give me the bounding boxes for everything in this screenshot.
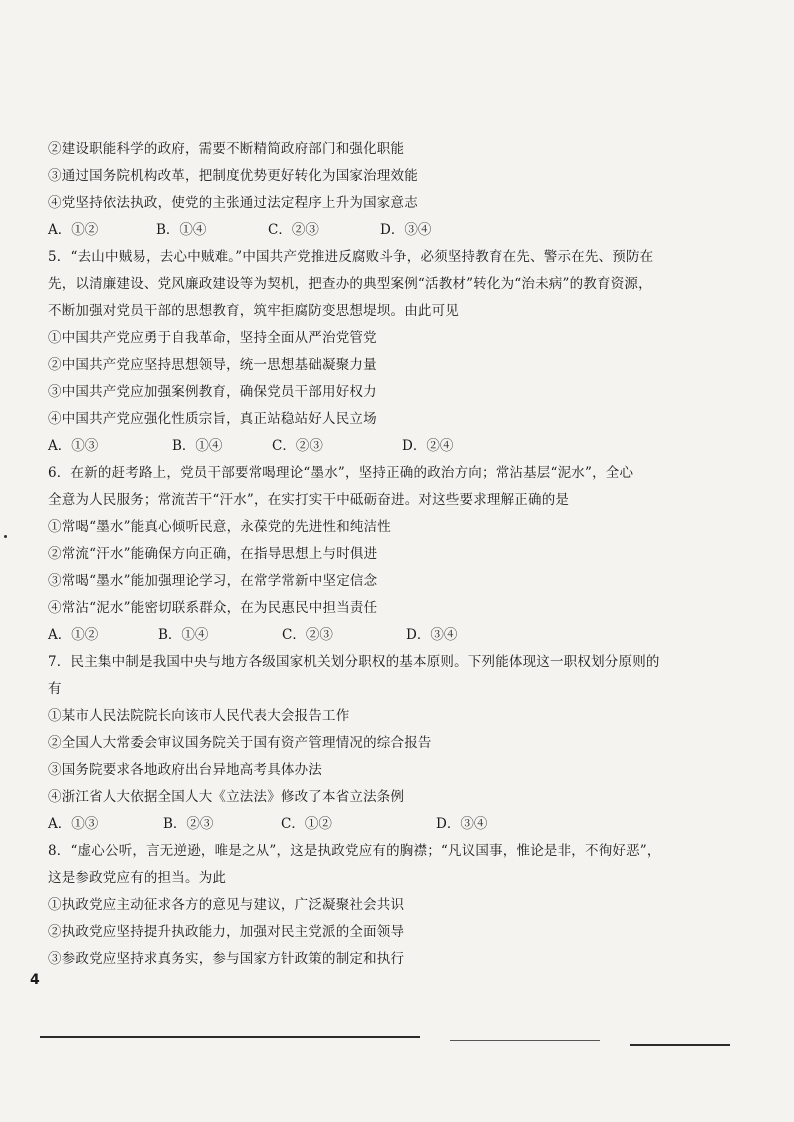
q6-option-a: A．①② (48, 627, 99, 643)
q4-option-b: B．①④ (156, 222, 207, 238)
q4-option-a: A．①② (48, 222, 99, 238)
q7-item: ④浙江省人大依据全国人大《立法法》修改了本省立法条例 (48, 789, 405, 805)
q6-item: ①常喝“墨水”能真心倾听民意，永葆党的先进性和纯洁性 (48, 519, 392, 535)
scan-speck (4, 535, 7, 538)
q8-stem-line: 8．“虚心公听，言无逆逊，唯是之从”，这是执政党应有的胸襟；“凡议国事，惟论是非，不徇好恶”， (48, 843, 661, 859)
q5-option-c: C．②③ (272, 438, 323, 454)
q4-options (48, 217, 738, 244)
q8-item: ③参政党应坚持求真务实，参与国家方针政策的制定和执行 (48, 951, 405, 967)
page-number: 4 (30, 972, 40, 988)
q6-item: ④常沾“泥水”能密切联系群众，在为民惠民中担当责任 (48, 600, 378, 616)
footer-rule (630, 1044, 730, 1046)
q6-options (48, 622, 738, 649)
q8-stem-line: 这是参政党应有的担当。为此 (48, 870, 227, 886)
q7-option-d: D．③④ (436, 816, 488, 832)
q4-item-3: ③通过国务院机构改革，把制度优势更好转化为国家治理效能 (48, 168, 418, 184)
q6-option-c: C．②③ (282, 627, 333, 643)
q8-item: ①执政党应主动征求各方的意见与建议，广泛凝聚社会共识 (48, 897, 405, 913)
q5-stem-line: 先，以清廉建设、党风廉政建设等为契机，把查办的典型案例“活教材”转化为“治未病”的教育资源， (48, 276, 652, 292)
q8-item: ②执政党应坚持提升执政能力，加强对民主党派的全面领导 (48, 924, 405, 940)
q7-option-c: C．①② (281, 816, 332, 832)
page-content (48, 136, 738, 973)
q6-stem-line: 6．在新的赶考路上，党员干部要常喝理论“墨水”，坚持正确的政治方向；常沾基层“泥水”，全心 (48, 465, 634, 481)
q4-option-c: C．②③ (268, 222, 319, 238)
footer-rule (40, 1036, 420, 1038)
footer-rule (450, 1040, 600, 1041)
q5-option-b: B．①④ (172, 438, 223, 454)
q5-item: ①中国共产党应勇于自我革命，坚持全面从严治党管党 (48, 330, 377, 346)
q5-stem-line: 5．“去山中贼易，去心中贼难。”中国共产党推进反腐败斗争，必须坚持教育在先、警示在先、预防在 (48, 249, 654, 265)
q6-stem-line: 全意为人民服务；常流苦干“汗水”，在实打实干中砥砺奋进。对这些要求理解正确的是 (48, 492, 570, 508)
q7-options (48, 811, 738, 838)
q4-item-4: ④党坚持依法执政，使党的主张通过法定程序上升为国家意志 (48, 195, 418, 211)
q5-item: ③中国共产党应加强案例教育，确保党员干部用好权力 (48, 384, 377, 400)
q7-stem-line: 7．民主集中制是我国中央与地方各级国家机关划分职权的基本原则。下列能体现这一职权划分原则的 (48, 654, 660, 670)
q7-option-a: A．①③ (48, 816, 99, 832)
q6-option-b: B．①④ (158, 627, 209, 643)
q5-options (48, 433, 738, 460)
q5-item: ②中国共产党应坚持思想领导，统一思想基础凝聚力量 (48, 357, 377, 373)
q5-option-a: A．①③ (48, 438, 99, 454)
q6-option-d: D．③④ (406, 627, 458, 643)
q5-stem-line: 不断加强对党员干部的思想教育，筑牢拒腐防变思想堤坝。由此可见 (48, 303, 459, 319)
q6-item: ②常流“汗水”能确保方向正确，在指导思想上与时俱进 (48, 546, 378, 562)
q6-item: ③常喝“墨水”能加强理论学习，在常学常新中坚定信念 (48, 573, 378, 589)
q4-option-d: D．③④ (380, 222, 432, 238)
q7-item: ③国务院要求各地政府出台异地高考具体办法 (48, 762, 322, 778)
q5-item: ④中国共产党应强化性质宗旨，真正站稳站好人民立场 (48, 411, 377, 427)
q5-option-d: D．②④ (402, 438, 454, 454)
q7-item: ①某市人民法院院长向该市人民代表大会报告工作 (48, 708, 350, 724)
q7-option-b: B．②③ (163, 816, 214, 832)
q7-item: ②全国人大常委会审议国务院关于国有资产管理情况的综合报告 (48, 735, 432, 751)
q7-stem-line: 有 (48, 681, 62, 697)
q4-item-2: ②建设职能科学的政府，需要不断精简政府部门和强化职能 (48, 141, 405, 157)
